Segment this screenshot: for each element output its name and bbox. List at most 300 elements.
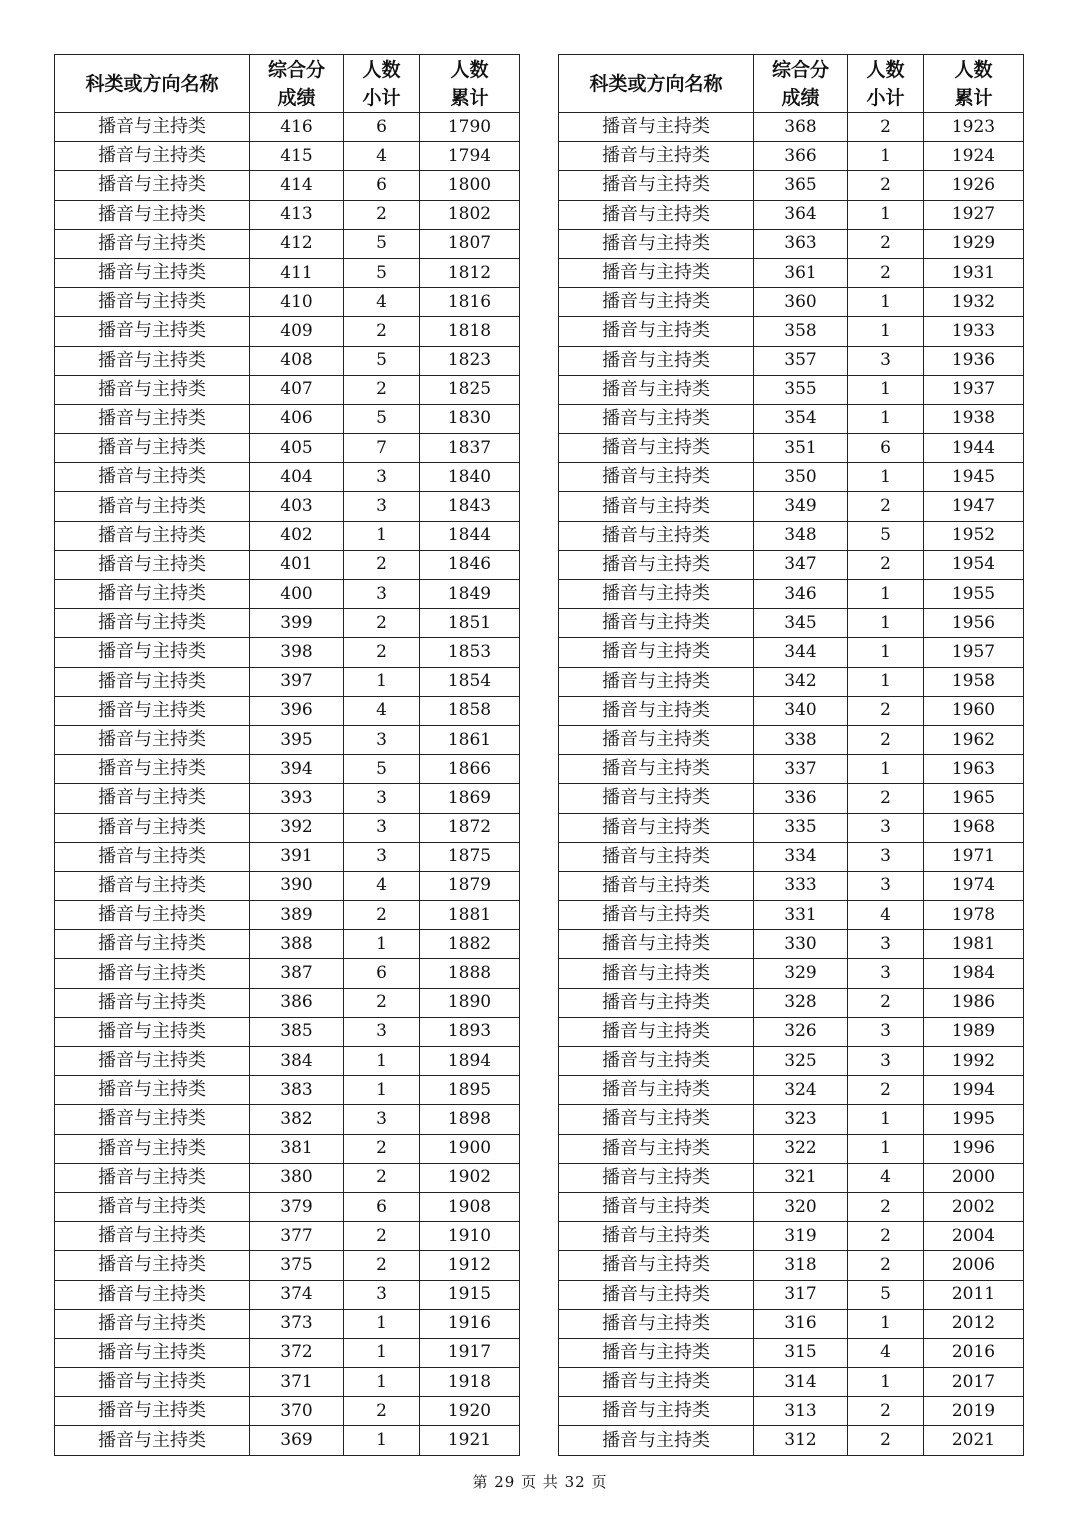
- table-row: [55, 492, 520, 521]
- cell-score: 345: [754, 609, 848, 638]
- cell-score: 381: [250, 1134, 344, 1163]
- cell-category: 播音与主持类: [559, 1251, 754, 1280]
- cell-category: 播音与主持类: [55, 1222, 250, 1251]
- cell-category: 播音与主持类: [55, 1309, 250, 1338]
- score-table-right: [558, 54, 1024, 1456]
- cell-category: 播音与主持类: [559, 492, 754, 521]
- cell-subtotal: 1: [848, 1309, 924, 1338]
- table-row: [559, 988, 1024, 1017]
- cell-category: 播音与主持类: [55, 696, 250, 725]
- cell-score: 320: [754, 1192, 848, 1221]
- cell-cumulative: 2004: [924, 1222, 1024, 1251]
- table-row: [55, 171, 520, 200]
- cell-category: 播音与主持类: [55, 521, 250, 550]
- cell-subtotal: 2: [848, 113, 924, 142]
- table-row: [559, 113, 1024, 142]
- cell-category: 播音与主持类: [559, 1134, 754, 1163]
- cell-cumulative: 1881: [420, 901, 520, 930]
- cell-cumulative: 2000: [924, 1163, 1024, 1192]
- cell-cumulative: 1963: [924, 755, 1024, 784]
- cell-category: 播音与主持类: [559, 784, 754, 813]
- cell-category: 播音与主持类: [55, 1017, 250, 1046]
- cell-category: 播音与主持类: [55, 1280, 250, 1309]
- cell-cumulative: 1918: [420, 1368, 520, 1397]
- table-row: [559, 580, 1024, 609]
- table-row: [559, 1076, 1024, 1105]
- table-row: [559, 434, 1024, 463]
- cell-score: 414: [250, 171, 344, 200]
- cell-subtotal: 2: [344, 317, 420, 346]
- cell-score: 389: [250, 901, 344, 930]
- cell-score: 331: [754, 901, 848, 930]
- table-row: [559, 1397, 1024, 1426]
- cell-subtotal: 6: [344, 171, 420, 200]
- table-row: [55, 1251, 520, 1280]
- table-row: [559, 171, 1024, 200]
- page-footer: 第 29 页 共 32 页: [472, 1473, 608, 1491]
- cell-category: 播音与主持类: [55, 755, 250, 784]
- cell-category: 播音与主持类: [55, 229, 250, 258]
- cell-subtotal: 1: [344, 1309, 420, 1338]
- table-row: [559, 1368, 1024, 1397]
- table-row: [55, 725, 520, 754]
- cell-cumulative: 1992: [924, 1047, 1024, 1076]
- cell-score: 406: [250, 404, 344, 433]
- cell-subtotal: 2: [848, 1222, 924, 1251]
- cell-subtotal: 1: [848, 463, 924, 492]
- table-row: [55, 901, 520, 930]
- cell-category: 播音与主持类: [559, 346, 754, 375]
- cell-cumulative: 1956: [924, 609, 1024, 638]
- cell-subtotal: 6: [344, 1192, 420, 1221]
- cell-score: 344: [754, 638, 848, 667]
- cell-score: 382: [250, 1105, 344, 1134]
- table-row: [55, 1280, 520, 1309]
- cell-score: 416: [250, 113, 344, 142]
- cell-score: 400: [250, 580, 344, 609]
- cell-category: 播音与主持类: [559, 1047, 754, 1076]
- cell-category: 播音与主持类: [55, 1426, 250, 1455]
- cell-category: 播音与主持类: [55, 404, 250, 433]
- cell-category: 播音与主持类: [559, 200, 754, 229]
- table-row: [559, 346, 1024, 375]
- cell-subtotal: 5: [344, 404, 420, 433]
- cell-category: 播音与主持类: [55, 142, 250, 171]
- table-row: [559, 1134, 1024, 1163]
- cell-subtotal: 2: [848, 550, 924, 579]
- cell-cumulative: 2011: [924, 1280, 1024, 1309]
- cell-score: 312: [754, 1426, 848, 1455]
- table-row: [559, 784, 1024, 813]
- cell-cumulative: 1960: [924, 696, 1024, 725]
- cell-cumulative: 1952: [924, 521, 1024, 550]
- cell-score: 379: [250, 1192, 344, 1221]
- cell-cumulative: 1854: [420, 667, 520, 696]
- table-row: [55, 1047, 520, 1076]
- table-row: [559, 696, 1024, 725]
- cell-category: 播音与主持类: [55, 725, 250, 754]
- cell-cumulative: 2006: [924, 1251, 1024, 1280]
- cell-cumulative: 1849: [420, 580, 520, 609]
- cell-cumulative: 2017: [924, 1368, 1024, 1397]
- header-row: [559, 55, 1024, 113]
- cell-cumulative: 1958: [924, 667, 1024, 696]
- table-row: [559, 667, 1024, 696]
- table-row: [559, 229, 1024, 258]
- cell-subtotal: 1: [848, 609, 924, 638]
- cell-score: 365: [754, 171, 848, 200]
- cell-score: 338: [754, 725, 848, 754]
- cell-cumulative: 1926: [924, 171, 1024, 200]
- cell-score: 333: [754, 871, 848, 900]
- cell-cumulative: 1879: [420, 871, 520, 900]
- cell-score: 326: [754, 1017, 848, 1046]
- cell-category: 播音与主持类: [559, 1163, 754, 1192]
- cell-subtotal: 1: [848, 1368, 924, 1397]
- table-row: [559, 1426, 1024, 1455]
- cell-subtotal: 2: [848, 1192, 924, 1221]
- cell-cumulative: 1890: [420, 988, 520, 1017]
- cell-subtotal: 1: [848, 375, 924, 404]
- table-row: [55, 375, 520, 404]
- table-row: [55, 667, 520, 696]
- cell-score: 330: [754, 930, 848, 959]
- table-row: [559, 404, 1024, 433]
- cell-category: 播音与主持类: [55, 346, 250, 375]
- cell-cumulative: 1843: [420, 492, 520, 521]
- cell-cumulative: 1974: [924, 871, 1024, 900]
- cell-subtotal: 3: [848, 1047, 924, 1076]
- cell-category: 播音与主持类: [559, 1426, 754, 1455]
- cell-subtotal: 3: [848, 813, 924, 842]
- table-row: [559, 842, 1024, 871]
- cell-cumulative: 1947: [924, 492, 1024, 521]
- table-row: [55, 404, 520, 433]
- cell-subtotal: 3: [848, 930, 924, 959]
- table-row: [559, 1192, 1024, 1221]
- cell-score: 395: [250, 725, 344, 754]
- cell-category: 播音与主持类: [559, 1017, 754, 1046]
- table-row: [559, 1309, 1024, 1338]
- cell-category: 播音与主持类: [559, 521, 754, 550]
- cell-score: 334: [754, 842, 848, 871]
- cell-score: 328: [754, 988, 848, 1017]
- cell-category: 播音与主持类: [55, 550, 250, 579]
- cell-subtotal: 2: [344, 901, 420, 930]
- cell-score: 387: [250, 959, 344, 988]
- header-subtotal: 人数 小计: [344, 55, 420, 113]
- cell-subtotal: 2: [848, 171, 924, 200]
- cell-category: 播音与主持类: [559, 813, 754, 842]
- cell-cumulative: 1920: [420, 1397, 520, 1426]
- cell-subtotal: 1: [344, 1426, 420, 1455]
- table-row: [55, 609, 520, 638]
- cell-category: 播音与主持类: [559, 930, 754, 959]
- cell-category: 播音与主持类: [55, 580, 250, 609]
- cell-score: 370: [250, 1397, 344, 1426]
- cell-category: 播音与主持类: [559, 258, 754, 287]
- header-cumulative: 人数 累计: [924, 55, 1024, 113]
- cell-score: 401: [250, 550, 344, 579]
- cell-subtotal: 3: [848, 871, 924, 900]
- cell-subtotal: 2: [848, 492, 924, 521]
- table-row: [559, 463, 1024, 492]
- cell-subtotal: 5: [344, 258, 420, 287]
- cell-cumulative: 1869: [420, 784, 520, 813]
- table-row: [559, 1251, 1024, 1280]
- cell-subtotal: 3: [344, 784, 420, 813]
- cell-category: 播音与主持类: [559, 725, 754, 754]
- cell-category: 播音与主持类: [559, 463, 754, 492]
- table-row: [559, 1338, 1024, 1367]
- table-row: [559, 725, 1024, 754]
- header-category: 科类或方向名称: [559, 55, 754, 113]
- cell-cumulative: 1853: [420, 638, 520, 667]
- cell-category: 播音与主持类: [559, 667, 754, 696]
- cell-cumulative: 1902: [420, 1163, 520, 1192]
- cell-subtotal: 4: [344, 142, 420, 171]
- cell-cumulative: 1866: [420, 755, 520, 784]
- cell-subtotal: 1: [848, 404, 924, 433]
- cell-cumulative: 1894: [420, 1047, 520, 1076]
- cell-cumulative: 1851: [420, 609, 520, 638]
- cell-subtotal: 2: [848, 725, 924, 754]
- cell-cumulative: 1818: [420, 317, 520, 346]
- table-row: [55, 959, 520, 988]
- header-score: 综合分 成绩: [250, 55, 344, 113]
- cell-subtotal: 2: [344, 1222, 420, 1251]
- cell-cumulative: 1895: [420, 1076, 520, 1105]
- cell-cumulative: 1986: [924, 988, 1024, 1017]
- table-row: [55, 813, 520, 842]
- table-row: [55, 1368, 520, 1397]
- cell-category: 播音与主持类: [559, 696, 754, 725]
- cell-cumulative: 1872: [420, 813, 520, 842]
- cell-category: 播音与主持类: [55, 1134, 250, 1163]
- header-subtotal: 人数 小计: [848, 55, 924, 113]
- cell-subtotal: 5: [848, 1280, 924, 1309]
- cell-cumulative: 1917: [420, 1338, 520, 1367]
- cell-score: 390: [250, 871, 344, 900]
- table-row: [55, 1338, 520, 1367]
- cell-subtotal: 7: [344, 434, 420, 463]
- cell-category: 播音与主持类: [559, 229, 754, 258]
- cell-subtotal: 6: [848, 434, 924, 463]
- table-row: [55, 696, 520, 725]
- cell-cumulative: 1898: [420, 1105, 520, 1134]
- cell-subtotal: 3: [344, 1105, 420, 1134]
- cell-score: 368: [754, 113, 848, 142]
- cell-subtotal: 1: [344, 667, 420, 696]
- cell-score: 346: [754, 580, 848, 609]
- table-row: [55, 1222, 520, 1251]
- cell-score: 409: [250, 317, 344, 346]
- cell-cumulative: 1921: [420, 1426, 520, 1455]
- table-row: [559, 755, 1024, 784]
- table-row: [55, 463, 520, 492]
- cell-score: 314: [754, 1368, 848, 1397]
- cell-score: 358: [754, 317, 848, 346]
- cell-subtotal: 2: [344, 609, 420, 638]
- cell-subtotal: 3: [344, 580, 420, 609]
- header-category: 科类或方向名称: [55, 55, 250, 113]
- cell-cumulative: 1936: [924, 346, 1024, 375]
- cell-score: 374: [250, 1280, 344, 1309]
- cell-cumulative: 1978: [924, 901, 1024, 930]
- cell-score: 398: [250, 638, 344, 667]
- cell-category: 播音与主持类: [559, 1105, 754, 1134]
- cell-category: 播音与主持类: [55, 1251, 250, 1280]
- cell-cumulative: 1794: [420, 142, 520, 171]
- cell-score: 369: [250, 1426, 344, 1455]
- table-row: [559, 521, 1024, 550]
- cell-subtotal: 3: [848, 842, 924, 871]
- cell-cumulative: 1927: [924, 200, 1024, 229]
- cell-cumulative: 1954: [924, 550, 1024, 579]
- cell-cumulative: 1945: [924, 463, 1024, 492]
- cell-score: 315: [754, 1338, 848, 1367]
- cell-cumulative: 1916: [420, 1309, 520, 1338]
- cell-category: 播音与主持类: [559, 317, 754, 346]
- cell-score: 360: [754, 288, 848, 317]
- cell-score: 375: [250, 1251, 344, 1280]
- table-row: [559, 1163, 1024, 1192]
- table-row: [559, 317, 1024, 346]
- table-row: [559, 492, 1024, 521]
- table-row: [55, 1309, 520, 1338]
- cell-category: 播音与主持类: [55, 930, 250, 959]
- cell-category: 播音与主持类: [55, 667, 250, 696]
- cell-category: 播音与主持类: [55, 258, 250, 287]
- cell-score: 321: [754, 1163, 848, 1192]
- cell-category: 播音与主持类: [55, 784, 250, 813]
- cell-score: 357: [754, 346, 848, 375]
- cell-subtotal: 3: [848, 1017, 924, 1046]
- cell-subtotal: 2: [344, 1397, 420, 1426]
- cell-cumulative: 1968: [924, 813, 1024, 842]
- cell-cumulative: 1840: [420, 463, 520, 492]
- cell-score: 340: [754, 696, 848, 725]
- cell-category: 播音与主持类: [559, 113, 754, 142]
- cell-score: 337: [754, 755, 848, 784]
- cell-subtotal: 3: [848, 346, 924, 375]
- cell-score: 335: [754, 813, 848, 842]
- cell-score: 319: [754, 1222, 848, 1251]
- cell-subtotal: 2: [848, 258, 924, 287]
- cell-cumulative: 1807: [420, 229, 520, 258]
- table-row: [559, 901, 1024, 930]
- cell-category: 播音与主持类: [55, 988, 250, 1017]
- cell-cumulative: 1912: [420, 1251, 520, 1280]
- cell-subtotal: 2: [848, 1426, 924, 1455]
- cell-subtotal: 5: [344, 346, 420, 375]
- cell-cumulative: 1823: [420, 346, 520, 375]
- cell-category: 播音与主持类: [55, 1163, 250, 1192]
- cell-score: 348: [754, 521, 848, 550]
- cell-score: 384: [250, 1047, 344, 1076]
- cell-category: 播音与主持类: [55, 959, 250, 988]
- cell-cumulative: 2021: [924, 1426, 1024, 1455]
- cell-category: 播音与主持类: [559, 1280, 754, 1309]
- cell-cumulative: 1861: [420, 725, 520, 754]
- cell-subtotal: 1: [848, 200, 924, 229]
- table-row: [55, 434, 520, 463]
- cell-subtotal: 3: [344, 1280, 420, 1309]
- cell-cumulative: 1837: [420, 434, 520, 463]
- table-row: [559, 1105, 1024, 1134]
- cell-cumulative: 1971: [924, 842, 1024, 871]
- cell-cumulative: 1955: [924, 580, 1024, 609]
- cell-score: 316: [754, 1309, 848, 1338]
- cell-cumulative: 1962: [924, 725, 1024, 754]
- cell-subtotal: 2: [848, 696, 924, 725]
- table-row: [55, 1017, 520, 1046]
- cell-cumulative: 1844: [420, 521, 520, 550]
- cell-cumulative: 1932: [924, 288, 1024, 317]
- cell-score: 371: [250, 1368, 344, 1397]
- cell-subtotal: 2: [344, 550, 420, 579]
- cell-score: 329: [754, 959, 848, 988]
- cell-category: 播音与主持类: [559, 1397, 754, 1426]
- cell-subtotal: 2: [344, 1163, 420, 1192]
- table-row: [559, 550, 1024, 579]
- table-row: [55, 842, 520, 871]
- cell-subtotal: 1: [848, 1105, 924, 1134]
- cell-score: 361: [754, 258, 848, 287]
- cell-score: 351: [754, 434, 848, 463]
- cell-cumulative: 1995: [924, 1105, 1024, 1134]
- cell-subtotal: 1: [848, 667, 924, 696]
- cell-score: 397: [250, 667, 344, 696]
- cell-subtotal: 1: [344, 521, 420, 550]
- cell-subtotal: 6: [344, 959, 420, 988]
- cell-cumulative: 2002: [924, 1192, 1024, 1221]
- cell-category: 播音与主持类: [55, 434, 250, 463]
- cell-category: 播音与主持类: [559, 404, 754, 433]
- cell-score: 336: [754, 784, 848, 813]
- cell-subtotal: 2: [344, 200, 420, 229]
- cell-category: 播音与主持类: [559, 1368, 754, 1397]
- cell-subtotal: 1: [848, 317, 924, 346]
- table-row: [55, 258, 520, 287]
- table-row: [55, 580, 520, 609]
- cell-cumulative: 1994: [924, 1076, 1024, 1105]
- table-body-right: [559, 113, 1024, 1456]
- cell-subtotal: 4: [848, 1338, 924, 1367]
- cell-subtotal: 2: [344, 1251, 420, 1280]
- table-row: [55, 1076, 520, 1105]
- cell-score: 415: [250, 142, 344, 171]
- cell-subtotal: 4: [848, 901, 924, 930]
- cell-category: 播音与主持类: [559, 1192, 754, 1221]
- table-row: [55, 755, 520, 784]
- cell-category: 播音与主持类: [559, 959, 754, 988]
- cell-category: 播音与主持类: [55, 113, 250, 142]
- cell-subtotal: 4: [344, 288, 420, 317]
- cell-score: 363: [754, 229, 848, 258]
- cell-score: 366: [754, 142, 848, 171]
- cell-score: 394: [250, 755, 344, 784]
- cell-category: 播音与主持类: [559, 901, 754, 930]
- cell-category: 播音与主持类: [559, 142, 754, 171]
- score-table-left: [54, 54, 520, 1456]
- cell-score: 380: [250, 1163, 344, 1192]
- table-row: [55, 142, 520, 171]
- table-row: [55, 988, 520, 1017]
- header-score: 综合分 成绩: [754, 55, 848, 113]
- table-row: [559, 1017, 1024, 1046]
- cell-subtotal: 5: [344, 229, 420, 258]
